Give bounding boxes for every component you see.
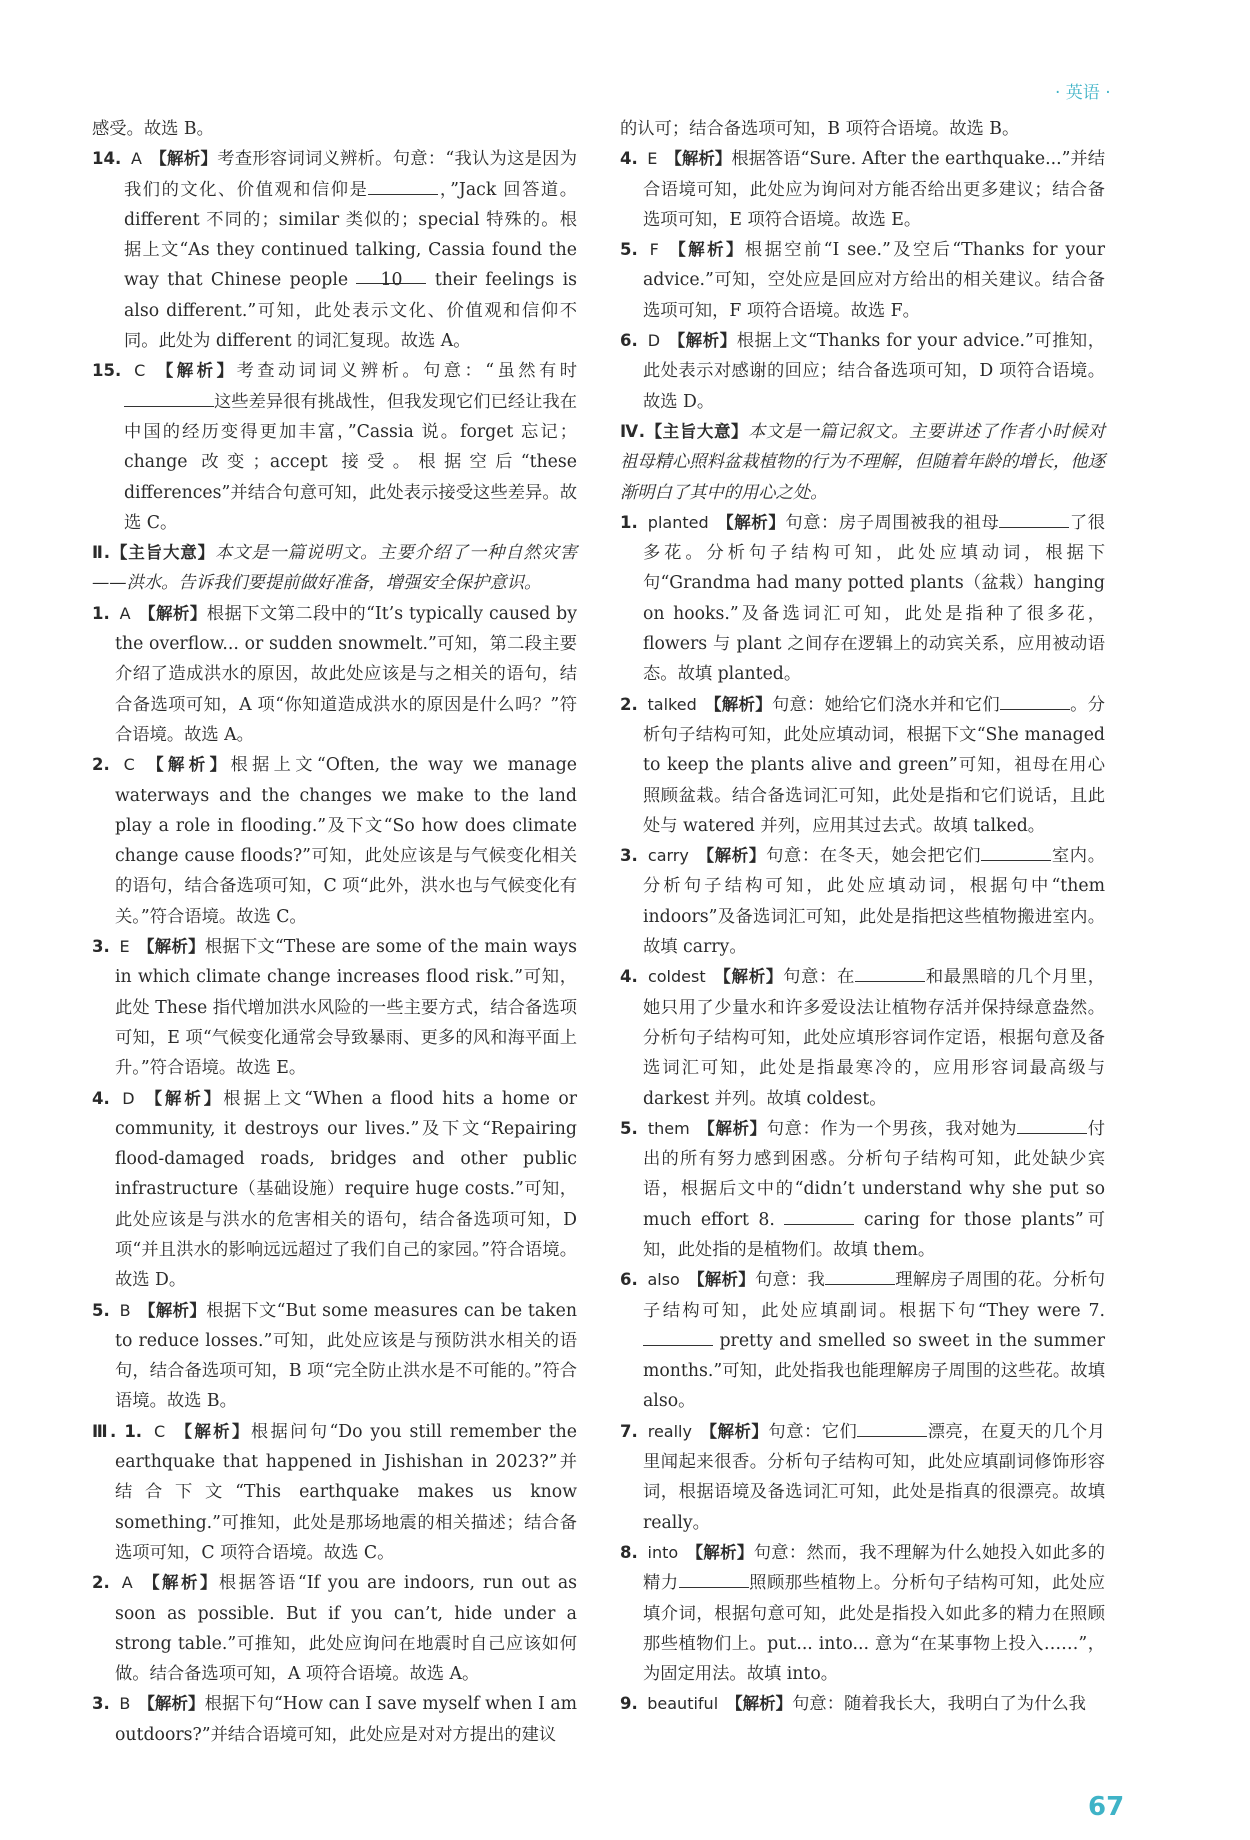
answer-blank: [999, 509, 1069, 528]
answer-blank: [643, 1327, 713, 1346]
answer-item-4-7: 7. really 【解析】句意：它们 漂亮，在夏天的几个月里闻起来很香。分析句子结构可知，此处应填副词修饰形容词，根据语境及备选词汇可知，此处是指真的很漂亮。故填 really。: [620, 1417, 1105, 1538]
answer-blank: [1000, 691, 1070, 710]
answer-item-4-3: 3. carry 【解析】句意：在冬天，她会把它们 室内。分析句子结构可知，此处应填动词，根据句中“them indoors”及备选词汇可知，此处是指把这些植物搬进室内。故填 carry。: [620, 841, 1105, 962]
answer-blank: 10: [356, 265, 426, 284]
answer-item-3-6: 6. D 【解析】根据上文“Thanks for your advice.”可推知，此处表示对感谢的回应；结合备选项可知，D 项符合语境。故选 D。: [620, 331, 1105, 412]
right-column: [620, 114, 1105, 1720]
answer-item-3-1: Ⅲ. 1. C 【解析】根据问句“Do you still remember the earthquake that happened in Jishishan in 2023?”并结合下文“This earthquake makes us know something.”可推知，此处是那场地震的相关描述；结合备选项可知，C 项符合语境。故选 C。: [92, 1421, 577, 1563]
answer-blank: [855, 963, 925, 982]
answer-item-3-2: 2. A 【解析】根据答语“If you are indoors, run out as soon as possible. But if you can’t, hide under a strong table.”可推知，此处应询问在地震时自己应该如何做。结合备选项可知，A 项符合语境。故选 A。: [92, 1573, 577, 1685]
answer-blank: [857, 1418, 927, 1437]
left-column: [92, 114, 577, 1750]
answer-item-4-5: 5. them 【解析】句意：作为一个男孩，我对她为 付出的所有努力感到困惑。分析句子结构可知，此处缺少宾语，根据后文中的“didn’t understand why she put so much effort 8. caring for those plants”可知，此处指的是植物们。故填 them。: [620, 1114, 1105, 1265]
answer-item-4-8: 8. into 【解析】句意：然而，我不理解为什么她投入如此多的精力 照顾那些植物上。分析句子结构可知，此处应填介词，根据句意可知，此处是指投入如此多的精力在照顾那些植物们上。put... into... 意为“在某事物上投入……”，为固定用法。故填 into。: [620, 1542, 1105, 1685]
answer-item-3-5: 5. F 【解析】根据空前“I see.”及空后“Thanks for your advice.”可知，空处应是回应对方给出的相关建议。结合备选项可知，F 项符合语境。故选 F。: [620, 240, 1105, 321]
answer-blank: [981, 842, 1051, 861]
answer-item-2-2: 2. C 【解析】根据上文“Often, the way we manage waterways and the changes we make to the land play a role in flooding.”及下文“So how does climate change cause floods?”可知，此处应该是与气候变化相关的语句，结合备选项可知，C 项“此外，洪水也与气候变化有关。”符合语境。故选 C。: [92, 755, 577, 927]
answer-blank: [679, 1569, 749, 1588]
page-number: 67: [1088, 1792, 1125, 1822]
answer-blank: [825, 1266, 895, 1285]
answer-item-4-6: 6. also 【解析】句意：我 理解房子周围的花。分析句子结构可知，此处应填副词。根据下句“They were 7. pretty and smelled so sweet in the summer months.”可知，此处指我也能理解房子周围的这些花。故填 also。: [620, 1265, 1105, 1416]
answer-item-4-2: 2. talked 【解析】句意：她给它们浇水并和它们 。分析句子结构可知，此处应填动词，根据下文“She managed to keep the plants alive and green”可知，祖母在用心照顾盆栽。结合备选词汇可知，此处是指和它们说话，且此处与 watered 并列，应用其过去式。故填 talked。: [620, 690, 1105, 841]
answer-item-3-4: 4. E 【解析】根据答语“Sure. After the earthquake...”并结合语境可知，此处应为询问对方能否给出更多建议；结合备选项可知，E 项符合语境。故选 E。: [620, 149, 1105, 230]
answer-item-2-5: 5. B 【解析】根据下文“But some measures can be taken to reduce losses.”可知，此处应该是与预防洪水相关的语句，结合备选项可知，B 项“完全防止洪水是不可能的。”符合语境。故选 B。: [92, 1300, 577, 1412]
answer-blank: [368, 176, 438, 195]
subject-header: · 英语 ·: [1055, 83, 1111, 103]
answer-item-2-1: 1. A 【解析】根据下文第二段中的“It’s typically caused by the overflow... or sudden snowmelt.”可知，第二段主要介绍了造成洪水的原因，故此处应该是与之相关的语句，结合备选项可知，A 项“你知道造成洪水的原因是什么吗？”符合语境。故选 A。: [92, 603, 578, 745]
answer-item-4-1: 1. planted 【解析】句意：房子周围被我的祖母 了很多花。分析句子结构可知，此处应填动词，根据下句“Grandma had many potted plants（盆栽）hanging on hooks.”及备选词汇可知，此处是指种了很多花，flowers 与 plant 之间存在逻辑上的动宾关系，应用被动语态。故填 planted。: [620, 508, 1105, 690]
answer-item-3-3: 3. B 【解析】根据下句“How can I save myself when I am outdoors?”并结合语境可知，此处应是对对方提出的建议: [92, 1694, 578, 1745]
answer-blank: [124, 388, 214, 407]
section-summary-4: Ⅳ.【主旨大意】本文是一篇记叙文。主要讲述了作者小时候对祖母精心照料盆栽植物的行为不理解，但随着年龄的增长，他逐渐明白了其中的用心之处。: [620, 421, 1105, 503]
paragraph-continued: 的认可；结合备选项可知，B 项符合语境。故选 B。: [620, 119, 1020, 139]
answer-item-15: 15. C 【解析】考查动词词义辨析。句意：“虽然有时这些差异很有挑战性，但我发现它们已经让我在中国的经历变得更加丰富，”Cassia 说。forget 忘记；change 改变；accept 接受。根据空后“these differences”并结合句意可知，此处表示接受这些差异。故选 C。: [92, 361, 577, 533]
answer-item-2-4: 4. D 【解析】根据上文“When a flood hits a home or community, it destroys our lives.”及下文“Repairing flood-damaged roads, bridges and other public infrastructure（基础设施）require huge costs.”可知，此处应该是与洪水的危害相关的语句，结合备选项可知，D 项“并且洪水的影响远远超过了我们自己的家园。”符合语境。故选 D。: [92, 1088, 578, 1291]
answer-item-4-4: 4. coldest 【解析】句意：在 和最黑暗的几个月里，她只用了少量水和许多爱设法让植物存活并保持绿意盎然。分析句子结构可知，此处应填形容词作定语，根据句意及备选词汇可知，此处是指最寒冷的，应用形容词最高级与 darkest 并列。故填 coldest。: [620, 962, 1105, 1113]
answer-blank: [1017, 1115, 1087, 1134]
answer-item-2-3: 3. E 【解析】根据下文“These are some of the main ways in which climate change increases flood risk.”可知，此处 These 指代增加洪水风险的一些主要方式，结合备选项可知，E 项“气候变化通常会导致暴雨、更多的风和海平面上升。”符合语境。故选 E。: [92, 937, 578, 1079]
section-summary-2: Ⅱ.【主旨大意】本文是一篇说明文。主要介绍了一种自然灾害——洪水。告诉我们要提前做好准备，增强安全保护意识。: [92, 543, 577, 594]
answer-blank: [784, 1206, 854, 1225]
answer-item-14: 14. A 【解析】考查形容词词义辨析。句意：“我认为这是因为我们的文化、价值观和信仰是 ，”Jack 回答道。different 不同的；similar 类似的；special 特殊的。根据上文“As they continued talking, Cassia found the way that Chinese people 10 their feelings is also different.”可知，此处表示文化、价值观和信仰不同。此处为 different 的词汇复现。故选 A。: [92, 149, 578, 352]
paragraph-continued: 感受。故选 B。: [92, 119, 214, 139]
answer-item-4-9: 9. beautiful 【解析】句意：随着我长大，我明白了为什么我: [620, 1694, 1086, 1715]
